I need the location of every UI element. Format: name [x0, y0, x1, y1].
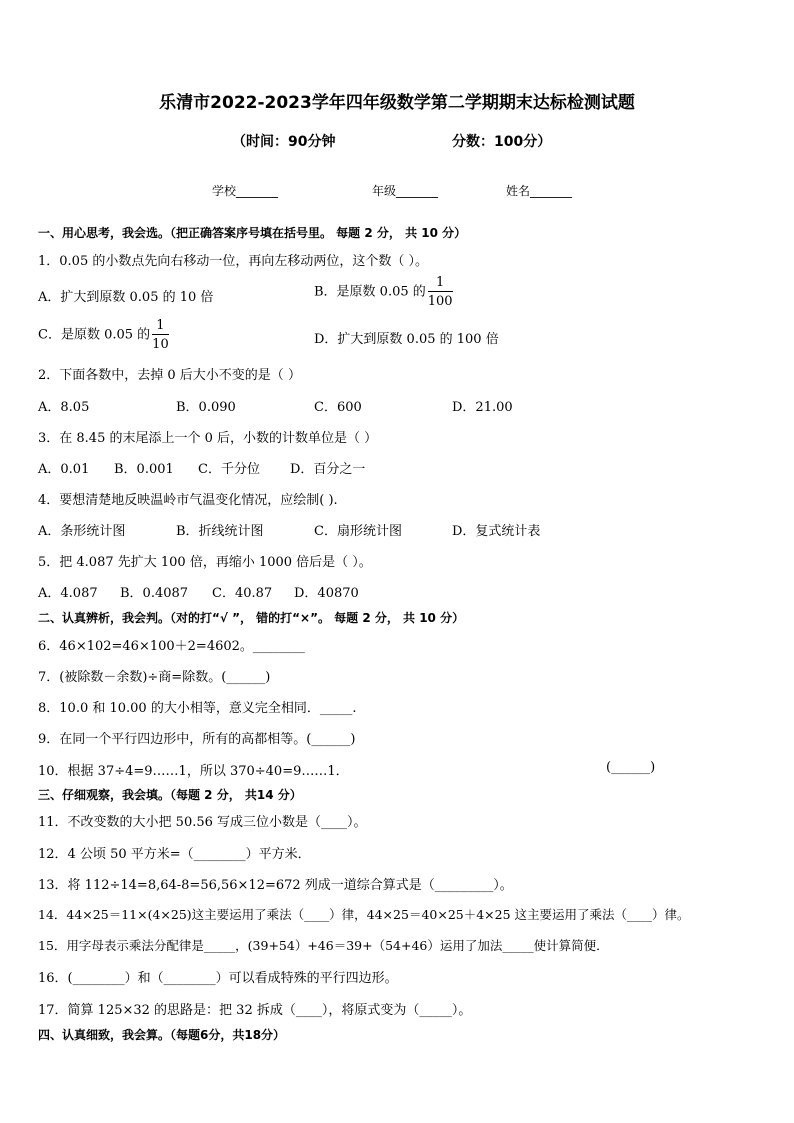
question-9: 9．在同一个平行四边形中，所有的高都相等。(______): [38, 732, 356, 747]
q1-option-b-fraction: [428, 276, 453, 308]
fraction-numerator: 1: [152, 319, 169, 335]
q1-option-b: [314, 276, 453, 308]
q4-option-a: A．条形统计图: [38, 524, 126, 539]
q1-option-b-text: B．是原数 0.05 的: [314, 284, 426, 300]
section-1-heading: 一、用心思考，我会选。（把正确答案序号填在括号里。 每题 2 分， 共 10 分）: [38, 226, 467, 240]
q4-option-d: D．复式统计表: [452, 524, 541, 539]
question-15: 15．用字母表示乘法分配律是_____，(39+54）+46＝39+（54+46）运用了加法_____使计算简便．: [38, 938, 609, 953]
question-11: 11．不改变数的大小把 50.56 写成三位小数是（____）。: [38, 815, 367, 830]
q5-option-a: A．4.087: [38, 586, 98, 601]
question-6: 6．46×102=46×100＋2=4602。________: [38, 639, 305, 654]
name-field: 姓名_______: [506, 184, 573, 198]
q1-option-d: D．扩大到原数 0.05 的 100 倍: [314, 332, 499, 347]
q3-option-a: A．0.01: [38, 462, 90, 477]
school-field: 学校_______: [212, 184, 279, 198]
q5-option-b: B．0.4087: [120, 586, 189, 601]
section-4-heading: 四、认真细致，我会算。（每题6分，共18分）: [38, 1028, 286, 1042]
q2-option-a: A．8.05: [38, 400, 90, 415]
q4-option-b: B．折线统计图: [176, 524, 264, 539]
q1-option-a: A．扩大到原数 0.05 的 10 倍: [38, 290, 214, 305]
q2-option-c: C．600: [314, 400, 362, 415]
question-3: 3．在 8.45 的末尾添上一个 0 后，小数的计数单位是（ ）: [38, 431, 378, 446]
q1-option-c-text: C．是原数 0.05 的: [38, 327, 151, 343]
section-3-heading: 三、仔细观察，我会填。（每题 2 分， 共14 分）: [38, 788, 302, 802]
question-2: 2．下面各数中，去掉 0 后大小不变的是（ ）: [38, 368, 301, 383]
q2-option-b: B．0.090: [176, 400, 236, 415]
section-2-heading: 二、认真辨析，我会判。（对的打“√ ”， 错的打“×”。 每题 2 分， 共 10 分）: [38, 611, 465, 625]
question-12: 12．4 公顷 50 平方米=（________）平方米．: [38, 847, 311, 862]
exam-title: 乐清市2022-2023学年四年级数学第二学期期末达标检测试题: [159, 93, 635, 113]
q1-option-c-fraction: [152, 319, 169, 351]
q3-option-d: D．百分之一: [290, 462, 366, 477]
exam-time: （时间：90分钟: [232, 134, 336, 150]
q2-option-d: D．21.00: [452, 400, 513, 415]
fraction-denominator: 100: [427, 294, 453, 309]
fraction-denominator: 10: [152, 337, 169, 352]
question-10-blank: (______): [606, 760, 656, 775]
question-4: 4．要想清楚地反映温岭市气温变化情况，应绘制( ).: [38, 493, 338, 508]
question-14: 14．44×25＝11×(4×25)这主要运用了乘法（____）律，44×25＝40×25＋4×25 这主要运用了乘法（____）律。: [38, 907, 690, 922]
q3-option-b: B．0.001: [114, 462, 174, 477]
question-13: 13．将 112÷14=8,64-8=56,56×12=672 列成一道综合算式是（_________）。: [38, 878, 513, 893]
grade-field: 年级_______: [372, 184, 439, 198]
question-1: 1．0.05 的小数点先向右移动一位，再向左移动两位，这个数（ ）。: [38, 254, 428, 269]
question-7: 7．(被除数－余数)÷商=除数。(______): [38, 670, 271, 685]
question-16: 16．(________）和（________）可以看成特殊的平行四边形。: [38, 971, 398, 986]
question-8: 8．10.0 和 10.00 的大小相等，意义完全相同．_____.: [38, 701, 357, 716]
fraction-numerator: 1: [428, 276, 453, 292]
question-5: 5．把 4.087 先扩大 100 倍，再缩小 1000 倍后是（ ）。: [38, 555, 372, 570]
q3-option-c: C．千分位: [198, 462, 260, 477]
exam-score: 分数：100分）: [452, 134, 552, 150]
q4-option-c: C．扇形统计图: [314, 524, 402, 539]
q5-option-d: D．40870: [294, 586, 359, 601]
question-17: 17．简算 125×32 的思路是：把 32 拆成（____），将原式变为（_____）。: [38, 1003, 472, 1018]
q1-option-c: [38, 319, 169, 351]
question-10: 10．根据 37÷4=9……1，所以 370÷40=9……1．: [38, 764, 349, 779]
q5-option-c: C．40.87: [212, 586, 273, 601]
